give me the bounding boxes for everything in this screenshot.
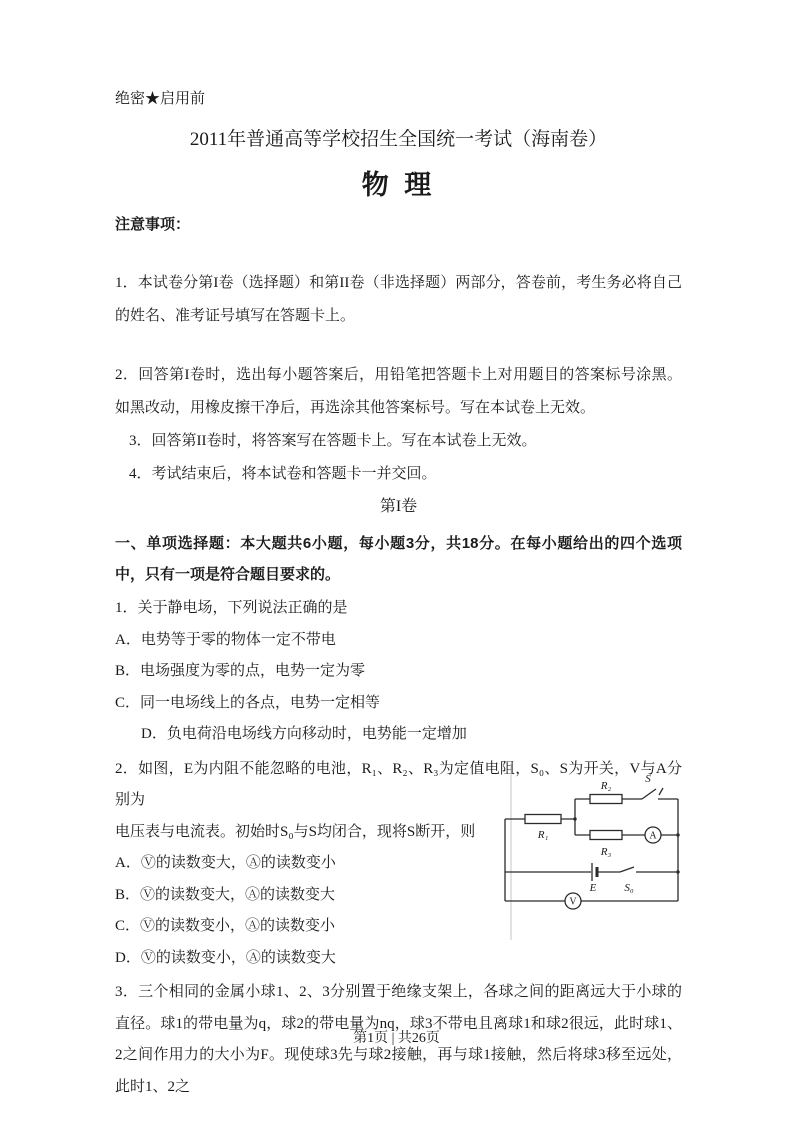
- classification-label: 绝密★启用前: [115, 91, 206, 107]
- resistor-r3: [575, 831, 645, 859]
- question-1-option-c: C．同一电场线上的各点，电势一定相等: [115, 694, 381, 711]
- question-2-stem-line2: 电压表与电流表。初始时S₀与S均闭合，现将S断开，则: [115, 823, 476, 840]
- switch-s: [642, 773, 678, 799]
- question-1-stem: 1．关于静电场，下列说法正确的是: [115, 600, 348, 616]
- page-content: [115, 88, 682, 1103]
- exam-title: 2011年普通高等学校招生全国统一考试（海南卷）: [189, 129, 608, 150]
- switch-s0: [620, 867, 678, 894]
- voltmeter-letter: V: [569, 896, 577, 908]
- question-3-stem: 3．三个相同的金属小球1、2、3分别置于绝缘支架上，各球之间的距离远大于小球的直径。球1的带电量为q，球2的带电量为nq，球3不带电且离球1和球2很远，此时球1、2之间作用力的大小为F。现使球3先与球2接触，再与球1接触，然后将球3移至远处，此时1、2之: [115, 984, 682, 1095]
- r3-label: R₃: [600, 846, 612, 858]
- ammeter-letter: A: [649, 830, 657, 842]
- question-2-stem-line1: 2．如图，E为内阻不能忽略的电池，R₁、R₂、R₃为定值电阻，S₀、S为开关，V与A分别为: [115, 760, 682, 808]
- question-2-option-d: D．Ⓥ的读数变小，Ⓐ的读数变大: [115, 949, 336, 966]
- question-1-option-b: B．电场强度为零的点，电势一定为零: [115, 663, 366, 679]
- r2-label: R₂: [600, 780, 612, 792]
- question-2-option-b: B．Ⓥ的读数变大，Ⓐ的读数变大: [115, 886, 336, 903]
- subject-title: 物 理: [361, 170, 436, 200]
- s-label: S: [645, 773, 651, 785]
- section-title: 第I卷: [379, 498, 418, 515]
- notice-item: 1．本试卷分第I卷（选择题）和第II卷（非选择题）两部分，答卷前，考生务必将自己的姓名、准考证号填写在答题卡上。: [115, 275, 682, 324]
- notice-item: 4．考试结束后，将本试卷和答题卡一并交回。: [129, 466, 437, 482]
- circuit-diagram: [496, 762, 696, 942]
- ammeter-symbol: [645, 827, 678, 843]
- question-1: [115, 593, 682, 751]
- battery-e: [505, 863, 620, 894]
- notice-item: 2．回答第I卷时，选出每小题答案后，用铅笔把答题卡上对用题目的答案标号涂黑。如黑改动，用橡皮擦干净后，再选涂其他答案标号。写在本试卷上无效。: [115, 367, 682, 416]
- question-2-option-a: A．Ⓥ的读数变大，Ⓐ的读数变小: [115, 855, 336, 871]
- resistor-r2: [575, 780, 642, 804]
- r1-label: R₁: [537, 829, 549, 841]
- page-footer: 第1页 | 共26页: [353, 1031, 440, 1046]
- question-1-option-d: D．负电荷沿电场线方向移动时，电势能一定增加: [141, 726, 467, 742]
- question-2-option-c: C．Ⓥ的读数变小，Ⓐ的读数变小: [115, 918, 336, 934]
- e-label: E: [589, 882, 597, 894]
- voltmeter-symbol: [505, 893, 678, 909]
- notice-heading: 注意事项：: [115, 216, 191, 233]
- resistor-r1: [505, 815, 575, 842]
- section-instruction: 一、单项选择题：本大题共6小题，每小题3分，共18分。在每小题给出的四个选项中，只有一项是符合题目要求的。: [115, 535, 682, 583]
- notice-item: 3．回答第II卷时，将答案写在答题卡上。写在本试卷上无效。: [129, 433, 537, 449]
- question-1-option-a: A．电势等于零的物体一定不带电: [115, 631, 336, 648]
- s0-label: S₀: [624, 882, 634, 894]
